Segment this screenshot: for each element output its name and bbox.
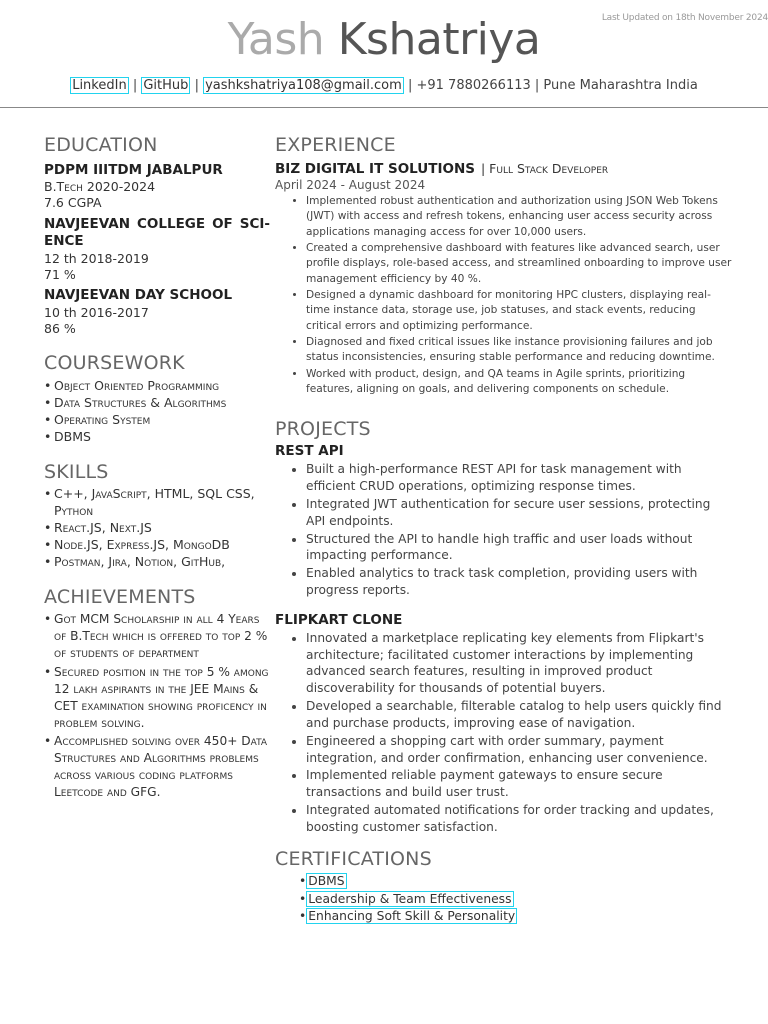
grade: 71 % — [44, 267, 76, 283]
achievements-title: ACHIEVEMENTS — [44, 585, 196, 608]
company-name: BIZ DIGITAL IT SOLUTIONS — [275, 160, 475, 177]
coursework-title: COURSEWORK — [44, 352, 185, 375]
grade: 7.6 CGPA — [44, 195, 102, 211]
projects-title: PROJECTS — [275, 417, 371, 440]
education-entry — [44, 287, 270, 337]
skills-title: SKILLS — [44, 460, 109, 483]
left-column — [44, 133, 270, 802]
list-item: • Integrated JWT authentication for secure user sessions, protecting API endpoints. — [306, 496, 733, 530]
project-bullets — [275, 461, 733, 599]
school-name: PDPM IIITDM JABALPUR — [44, 161, 223, 178]
school-name: NAVJEEVAN DAY SCHOOL — [44, 287, 233, 304]
list-item: • Implemented reliable payment gateways to ensure secure transactions and build user trust. — [306, 767, 733, 801]
list-item: • React.JS, Next.JS — [44, 520, 270, 537]
list-item: • Integrated automated notifications for order tracking and updates, boosting customer satisfaction. — [306, 802, 733, 836]
grade: 86 % — [44, 321, 76, 337]
list-item: • Enabled analytics to track task completion, providing users with progress reports. — [306, 565, 733, 599]
job-dates: April 2024 - August 2024 — [275, 178, 426, 193]
list-item: • Operating System — [44, 412, 270, 429]
experience-bullets — [275, 194, 733, 398]
experience-header — [275, 161, 733, 179]
degree: 10 th 2016-2017 — [44, 304, 149, 320]
list-item: • Node.JS, Express.JS, MongoDB — [44, 537, 270, 554]
certification-link[interactable]: DBMS — [308, 874, 345, 889]
list-item: • Designed a dynamic dashboard for monitoring HPC clusters, displaying real-time instance data, storage use, job statuses, and stack events, reducing critical errors and optimizing performance. — [306, 288, 733, 334]
certification-link[interactable]: Enhancing Soft Skill & Personality — [308, 908, 516, 923]
linkedin-link[interactable]: LinkedIn — [72, 78, 127, 93]
phone-location: +91 7880266113 | Pune Maharashtra India — [416, 78, 698, 93]
certifications-title: CERTIFICATIONS — [275, 847, 432, 870]
list-item: • Engineered a shopping cart with order summary, payment integration, and order confirmation, enhancing user convenience. — [306, 733, 733, 767]
separator: | — [407, 78, 413, 93]
right-column — [275, 133, 733, 925]
list-item — [299, 873, 733, 890]
education-entry — [44, 162, 270, 212]
achievements-list — [44, 611, 270, 801]
separator: | — [132, 78, 138, 93]
list-item: • Developed a searchable, filterable catalog to help users quickly find and purchase products, improving ease of navigation. — [306, 698, 733, 732]
list-item: • Accomplished solving over 450+ Data Structures and Algorithms problems across various coding platforms Leetcode and GFG. — [44, 733, 270, 801]
list-item: • Worked with product, design, and QA teams in Agile sprints, prioritizing features, aligning on goals, and delivering components on schedule. — [306, 367, 733, 398]
certification-link[interactable]: Leadership & Team Effectiveness — [308, 891, 512, 906]
header-divider — [0, 107, 768, 108]
list-item: • Diagnosed and fixed critical issues like instance provisioning failures and job status inconsistencies, ensuring stable performance and reducing downtime. — [306, 335, 733, 366]
list-item: • Secured position in the top 5 % among 12 lakh aspirants in the JEE Mains & CET examination showing proficency in problem solving. — [44, 664, 270, 732]
list-item: • Innovated a marketplace replicating key elements from Flipkart's architecture; facilitated customer interactions by implementing advanced search features, resulting in improved product discoverability for thousands of potential buyers. — [306, 630, 733, 697]
candidate-name — [0, 16, 768, 64]
list-item: • Built a high-performance REST API for task management with efficient CRUD operations, optimizing response times. — [306, 461, 733, 495]
education-entry — [44, 216, 270, 284]
list-item: • Object Oriented Programming — [44, 378, 270, 395]
list-item: • C++, JavaScript, HTML, SQL CSS, Python — [44, 486, 270, 520]
list-item: • Implemented robust authentication and authorization using JSON Web Tokens (JWT) with access and refresh tokens, enhancing user access security across applications managing access for over 10,000 users. — [306, 194, 733, 240]
list-item — [299, 908, 733, 925]
last-name: Kshatriya — [337, 14, 541, 65]
project-name: REST API — [275, 443, 344, 460]
degree: B.Tech 2020-2024 — [44, 179, 156, 195]
experience-title: EXPERIENCE — [275, 134, 396, 156]
coursework-list — [44, 378, 270, 446]
project-name: FLIPKART CLONE — [275, 611, 403, 628]
github-link[interactable]: GitHub — [143, 78, 189, 93]
school-name: NAVJEEVAN COLLEGE OF SCI-ENCE — [44, 215, 270, 250]
project-bullets — [275, 630, 733, 836]
list-item: • DBMS — [44, 429, 270, 446]
contact-line — [0, 78, 768, 93]
last-updated: Last Updated on 18th November 2024 — [601, 13, 768, 23]
separator: | — [194, 78, 199, 93]
skills-list — [44, 486, 270, 570]
list-item: • Data Structures & Algorithms — [44, 395, 270, 412]
education-title: EDUCATION — [44, 134, 158, 156]
degree: 12 th 2018-2019 — [44, 250, 149, 266]
list-item: • Got MCM Scholarship in all 4 Years of B.Tech which is offered to top 2 % of students of department — [44, 611, 270, 662]
list-item: • Postman, Jira, Notion, GitHub, — [44, 554, 270, 571]
email-link[interactable]: yashkshatriya108@gmail.com — [205, 78, 402, 93]
first-name: Yash — [227, 14, 325, 65]
list-item: • Structured the API to handle high traffic and user loads without impacting performance. — [306, 531, 733, 565]
list-item: • Created a comprehensive dashboard with features like advanced search, user profile displays, role-based access, and streamlined onboarding to improve user management efficiency by 40 %. — [306, 241, 733, 287]
job-role: | Full Stack Developer — [481, 160, 609, 176]
certifications-list — [275, 873, 733, 925]
list-item — [299, 891, 733, 908]
